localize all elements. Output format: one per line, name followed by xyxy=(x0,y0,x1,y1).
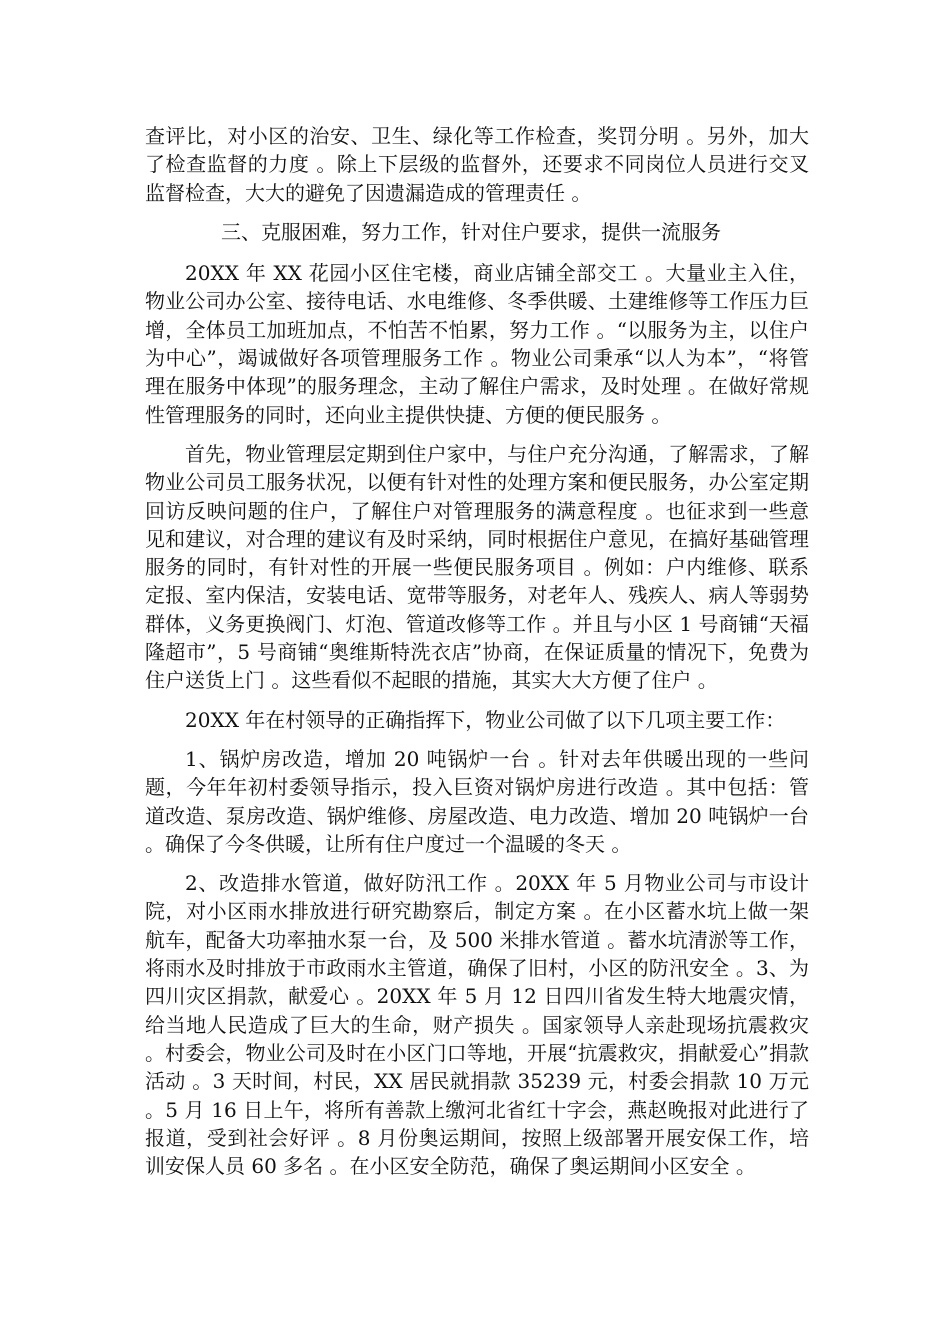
paragraph-main-work-intro: 20XX 年在村领导的正确指挥下，物业公司做了以下几项主要工作： xyxy=(185,707,786,732)
section-heading-three: 三、克服困难，努力工作，针对住户要求，提供一流服务 xyxy=(221,219,721,244)
document-page xyxy=(145,122,809,1191)
paragraph-resident-communication: 首先，物业管理层定期到住户家中，与住户充分沟通，了解需求，了解物业公司员工服务状况，以便有针对性的处理方案和便民服务，办公室定期回访反映问题的住户，了解住户对管理服务的满意程度 。也征求到一些意见和建议，对合理的建议有及时采纳，同时根据住户意见，在搞好基础管理服务的同时，有针对性的开展一些便民服务项目 。例如：户内维修、联系定报、室内保洁，安装电话、宽带等服务，对老年人、残疾人、病人等弱势群体，义务更换阀门、灯泡、管道改修等工作 。并且与小区 1 号商铺“天福隆超市”，5 号商铺“奥维斯特洗衣店”协商，在保证质量的情况下，免费为住户送货上门 。这些看似不起眼的措施，其实大大方便了住户 。 xyxy=(145,441,809,693)
paragraph-drainage-and-donation: 2、改造排水管道，做好防汛工作 。20XX 年 5 月物业公司与市设计院，对小区雨水排放进行研究勘察后，制定方案 。在小区蓄水坑上做一架航车，配备大功率抽水泵一台，及 500 米排水管道 。蓄水坑清淤等工作，将雨水及时排放于市政雨水主管道，确保了旧村，小区的防汛安全 。3、为四川灾区捐款，献爱心 。20XX 年 5 月 12 日四川省发生特大地震灾情，给当地人民造成了巨大的生命，财产损失 。国家领导人亲赴现场抗震救灾 。村委会，物业公司及时在小区门口等地，开展“抗震救灾，捐献爱心”捐款活动 。3 天时间，村民，XX 居民就捐款 35239 元，村委会捐款 10 万元 。5 月 16 日上午，将所有善款上缴河北省红十字会，燕赵晚报对此进行了报道，受到社会好评 。8 月份奥运期间，按照上级部署开展安保工作，培训安保人员 60 多名 。在小区安全防范，确保了奥运期间小区安全 。 xyxy=(145,871,809,1179)
paragraph-handover: 20XX 年 XX 花园小区住宅楼，商业店铺全部交工 。大量业主入住，物业公司办公室、接待电话、水电维修、冬季供暖、土建维修等工作压力巨增，全体员工加班加点，不怕苦不怕累，努力工作 。“以服务为主，以住户为中心”，竭诚做好各项管理服务工作 。物业公司秉承“以人为本”，“将管理在服务中体现”的服务理念，主动了解住户需求，及时处理 。在做好常规性管理服务的同时，还向业主提供快捷、方便的便民服务 。 xyxy=(145,261,809,427)
paragraph-inspection-continuation: 查评比，对小区的治安、卫生、绿化等工作检查，奖罚分明 。另外，加大了检查监督的力度 。除上下层级的监督外，还要求不同岗位人员进行交叉监督检查，大大的避免了因遗漏造成的管理责任 。 xyxy=(145,124,809,205)
paragraph-boiler-renovation: 1、锅炉房改造，增加 20 吨锅炉一台 。针对去年供暖出现的一些问题，今年年初村委领导指示，投入巨资对锅炉房进行改造 。其中包括：管道改造、泵房改造、锅炉维修、房屋改造、电力改造、增加 20 吨锅炉一台 。确保了今冬供暖，让所有住户度过一个温暖的冬天 。 xyxy=(145,746,809,856)
